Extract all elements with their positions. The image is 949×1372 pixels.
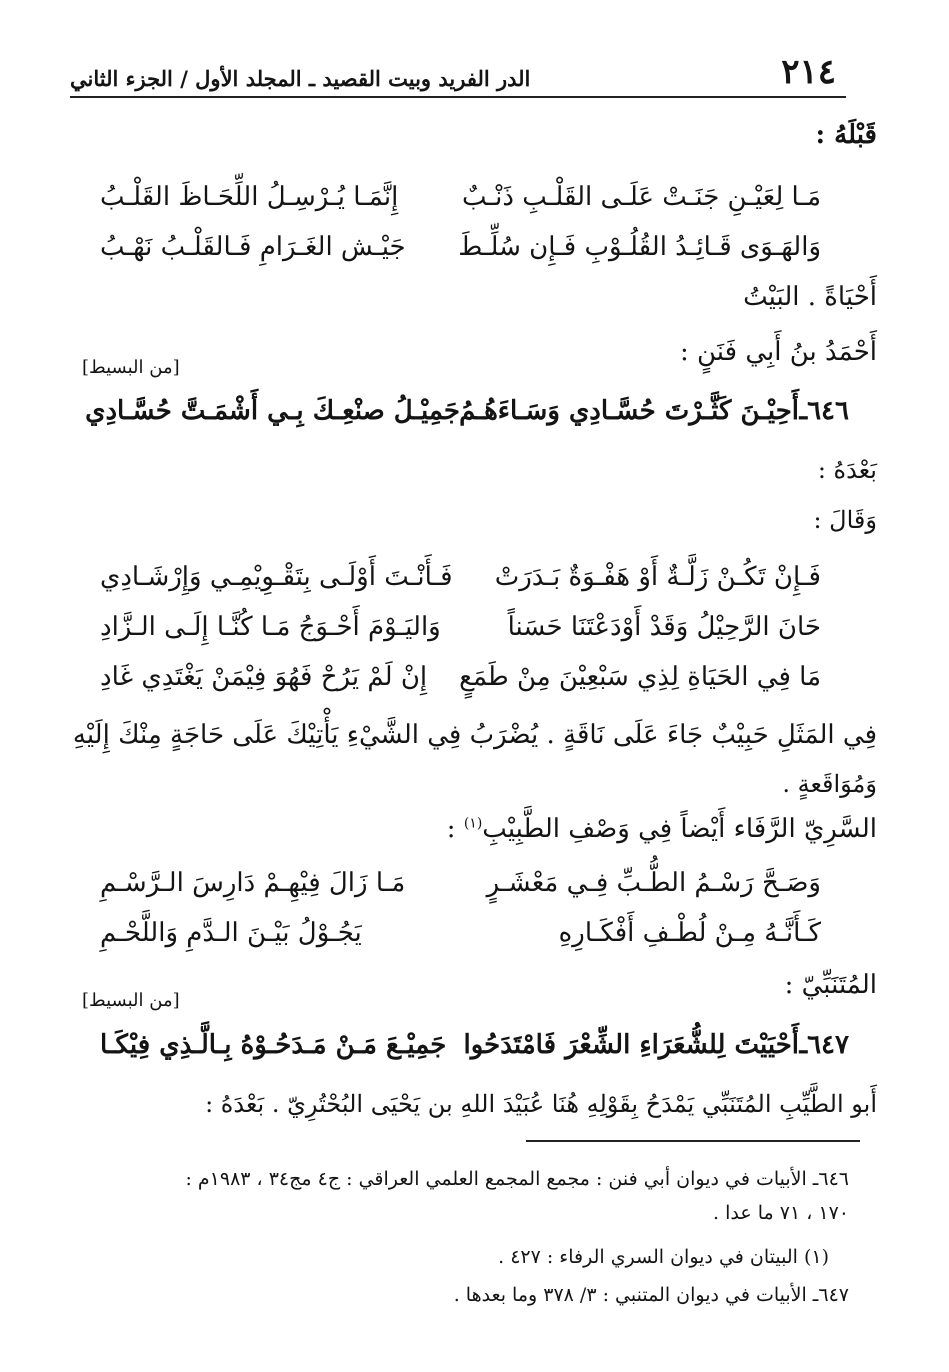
verse-first-hemistich: وَصَـحَّ رَسْـمُ الطُّـبِّ فِـي مَعْشَـرٍ bbox=[486, 868, 821, 898]
sari-intro-text: السَّرِيّ الرَّفَاء أَيْضاً فِي وَصْفِ الطَّبِيْبِ bbox=[482, 814, 877, 844]
verse-first-hemistich: مَا فِي الحَيَاةِ لِذِي سَبْعِيْنَ مِنْ طَمَعٍ bbox=[459, 662, 821, 692]
page-header bbox=[70, 52, 846, 98]
sari-intro-colon: : bbox=[446, 814, 464, 844]
poet-name: أَحْمَدُ بنُ أَبِي فَنَنٍ : bbox=[679, 337, 877, 367]
meter-label: [من البسيط] bbox=[82, 990, 180, 1011]
verse-first-hemistich: مَـا لِعَيْـنِ جَنَـتْ عَلَـى القَلْـبِ ذَنْـبٌ bbox=[462, 182, 821, 212]
after-label: بَعْدَهُ : bbox=[817, 456, 877, 484]
verse-second-hemistich: وَاليَـوْمَ أَحْـوَجُ مَـا كُنَّـا إِلَـى الـزَّادِ bbox=[100, 612, 441, 642]
verse-first-hemistich: كَـأَنَّـهُ مِـنْ لُطْـفِ أَفْكَـارِهِ bbox=[558, 918, 821, 948]
verse-second-hemistich: جَيْـش الغَـرَامِ فَـالقَلْـبُ نَهْـبُ bbox=[100, 232, 406, 262]
before-label: قَبْلَهُ : bbox=[815, 120, 877, 150]
verse-number: ٦٤٧ـ bbox=[799, 1030, 849, 1060]
and-said-label: وَقَالَ : bbox=[813, 506, 877, 534]
verse-second-hemistich: إِنَّمَـا يُـرْسِـلُ اللِّحَـاظَ القَلْـبُ bbox=[100, 182, 399, 212]
proverb-line: فِي المَثَلِ حَبِيْبٌ جَاءَ عَلَى نَاقَةٍ . يُضْرَبُ فِي الشَّيْءِ يَأْتِيْكَ عَلَى حَاجَةٍ مِنْكَ إِلَيْهِ bbox=[72, 720, 877, 750]
footnote-646: ٦٤٦ـ الأبيات في ديوان أبي فنن : مجمع المجمع العلمي العراقي : ج٤ مج٣٤ ، ١٩٨٣م : bbox=[185, 1168, 849, 1190]
verse-line bbox=[100, 662, 821, 702]
verse-line bbox=[100, 918, 821, 958]
verse-647 bbox=[100, 1030, 849, 1070]
footnote-divider bbox=[526, 1140, 860, 1142]
verse-first-hemistich: أَحِيْـنَ كَثَّـرْتَ حُسَّـادِي وَسَـاءَهُـمُ bbox=[459, 396, 799, 426]
footnote-646-continued: ١٧٠ ، ٧١ ما عدا . bbox=[713, 1202, 849, 1224]
verse-line bbox=[100, 868, 821, 908]
verse-first-hemistich: أَحْيَيْتَ لِلشُّعَرَاءِ الشِّعْرَ فَامْتَدَحُوا bbox=[463, 1030, 799, 1060]
footnote-marker: (١) bbox=[463, 815, 483, 832]
verse-second-hemistich: مَـا زَالَ فِيْهِـمْ دَارِسَ الـرَّسْـمِ bbox=[100, 868, 406, 898]
footnote-1: (١) البيتان في ديوان السري الرفاء : ٤٢٧ . bbox=[498, 1246, 829, 1268]
verse-second-hemistich: فَـأَنْـتَ أَوْلَـى بِتَقْـوِيْمِـي وَإِرْشَـادِي bbox=[100, 562, 453, 592]
verse-646 bbox=[85, 396, 849, 436]
proverb-line-continued: وَمُوَاقَعةٍ . bbox=[782, 770, 877, 798]
verse-second-hemistich: إِنْ لَمْ يَرُحْ فَهُوَ فِيْمَنْ يَغْتَدِي غَادِ bbox=[100, 662, 428, 692]
footnote-647: ٦٤٧ـ الأبيات في ديوان المتنبي : ٣/ ٣٧٨ وما بعدها . bbox=[453, 1284, 849, 1306]
text-line: أَحْيَاةً . البَيْتُ bbox=[743, 282, 877, 312]
verse-second-hemistich: جَمِيْـلُ صنْعِـكَ بِـي أَشْمَـتَّ حُسَّـادِي bbox=[85, 396, 460, 426]
poet-name: المُتَنَبِّيّ : bbox=[784, 970, 877, 1000]
verse-second-hemistich: جَمِيْـعَ مَـنْ مَـدَحُـوْهُ بِـالَّـذِي فِيْكَـا bbox=[100, 1030, 447, 1060]
closing-line: أَبو الطَّيِّبِ المُتَنَبِّي يَمْدَحُ بِقَوْلِهِ هُنَا عُبَيْدَ اللهِ بن يَحْيَى البُحْتُرِيّ . بَعْدَهُ : bbox=[205, 1090, 877, 1118]
verse-number: ٦٤٦ـ bbox=[799, 396, 849, 426]
verse-line bbox=[100, 612, 821, 652]
verse-first-hemistich: فَـإِنْ تَكُـنْ زَلَّـةٌ أَوْ هَفْـوَةٌ بَـدَرَتْ bbox=[494, 562, 821, 592]
page-number: ٢١٤ bbox=[781, 52, 836, 92]
meter-label: [من البسيط] bbox=[82, 357, 180, 378]
verse-line bbox=[100, 562, 821, 602]
verse-line bbox=[100, 232, 821, 272]
verse-line bbox=[100, 182, 821, 222]
verse-first-hemistich: حَانَ الرَّحِيْلُ وَقَدْ أَوْدَعْتَنَا حَسَناً bbox=[507, 612, 821, 642]
verse-second-hemistich: يَجُـوْلُ بَيْـنَ الـدَّمِ وَاللَّحْـمِ bbox=[100, 918, 362, 948]
sari-intro bbox=[72, 814, 877, 844]
running-title: الدر الفريد وبيت القصيد ـ المجلد الأول / الجزء الثاني bbox=[70, 66, 531, 91]
verse-first-hemistich: وَالهَـوَى قَـائِـدُ القُلُـوْبِ فَـإِن سُلِّـطَ bbox=[458, 232, 821, 262]
